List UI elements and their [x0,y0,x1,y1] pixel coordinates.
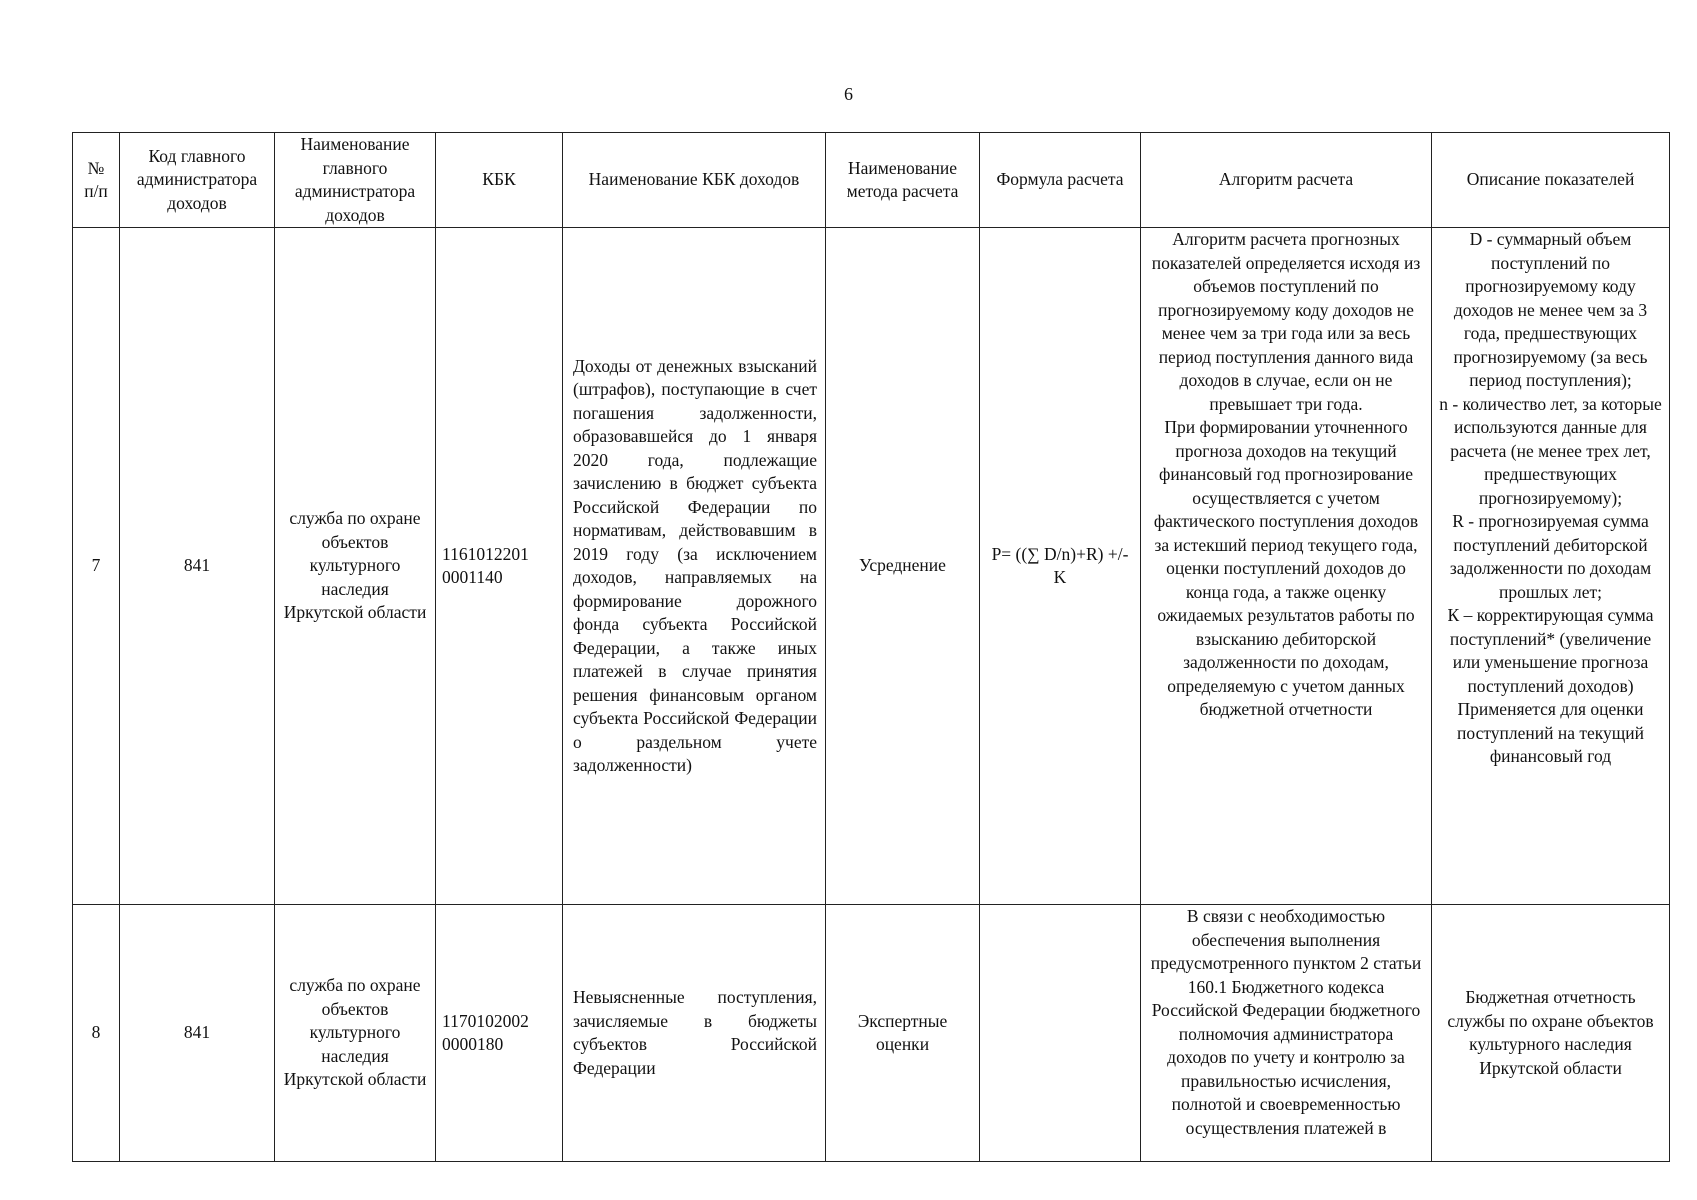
header-admin-name: Наименование главного администратора доходов [275,133,436,228]
cell-kbk-name: Доходы от денежных взысканий (штрафов), поступающие в счет погашения задолженности, образовавшейся до 1 января 2020 года, подлежащие зачислению в бюджет субъекта Российской Федерации по нормативам, действовавшим в 2019 году (за исключением доходов, направляемых на формирование дорожного фонда субъекта Российской Федерации, а также иных платежей в случае принятия решения финансовым органом субъекта Российской Федерации о раздельном учете задолженности) [563,228,826,905]
cell-formula: P= ((∑ D/n)+R) +/-K [980,228,1141,905]
header-description: Описание показателей [1432,133,1670,228]
cell-admin-name: служба по охране объектов культурного наследия Иркутской области [275,228,436,905]
cell-description: Бюджетная отчетность службы по охране объектов культурного наследия Иркутской области [1432,905,1670,1162]
header-kbk: КБК [436,133,563,228]
description-item: R - прогнозируемая сумма поступлений дебиторской задолженности по доходам прошлых лет; [1449,511,1652,602]
cell-kbk: 1161012201 0001140 [436,228,563,905]
cell-algorithm [1141,905,1432,1162]
cell-num: 8 [73,905,120,1162]
header-formula: Формула расчета [980,133,1141,228]
description-item: D - суммарный объем поступлений по прогнозируемому коду доходов не менее чем за 3 года, предшествующих прогнозируемому (за весь период поступления); [1453,229,1648,390]
cell-code: 841 [120,228,275,905]
cell-method: Экспертные оценки [826,905,980,1162]
algorithm-paragraph: В связи с необходимостью обеспечения выполнения предусмотренного пунктом 2 статьи 160.1 Бюджетного кодекса Российской Федерации бюджетного полномочия администратора доходов по учету и контролю за правильностью исчисления, полнотой и своевременностью осуществления платежей в [1150,906,1422,1138]
cell-kbk-name: Невыясненные поступления, зачисляемые в бюджеты субъектов Российской Федерации [563,905,826,1162]
header-code: Код главного администратора доходов [120,133,275,228]
description-item: К – корректирующая сумма поступлений* (увеличение или уменьшение прогноза поступлений доходов) Применяется для оценки поступлений на текущий финансовый год [1447,605,1654,766]
cell-code: 841 [120,905,275,1162]
header-kbk-name: Наименование КБК доходов [563,133,826,228]
table-row [73,905,1670,1162]
header-algorithm: Алгоритм расчета [1141,133,1432,228]
page-number: 6 [844,84,853,104]
cell-algorithm [1141,228,1432,905]
cell-kbk: 1170102002 0000180 [436,905,563,1162]
cell-method: Усреднение [826,228,980,905]
cell-admin-name: служба по охране объектов культурного наследия Иркутской области [275,905,436,1162]
algorithm-paragraph: Алгоритм расчета прогнозных показателей определяется исходя из объемов поступлений по прогнозируемому коду доходов не менее чем за три года или за весь период поступления данного вида доходов в случае, если он не превышает три года. [1151,229,1421,414]
header-method: Наименование метода расчета [826,133,980,228]
cell-description [1432,228,1670,905]
header-row [73,133,1670,228]
table-row [73,228,1670,905]
algorithm-paragraph: При формировании уточненного прогноза доходов на текущий финансовый год прогнозирование осуществляется с учетом фактического поступления доходов за истекший период текущего года, оценки поступлений доходов до конца года, а также оценку ожидаемых результатов работы по взысканию дебиторской задолженности по доходам, определяемую с учетом данных бюджетной отчетности [1153,417,1419,719]
cell-num: 7 [73,228,120,905]
description-item: n - количество лет, за которые используются данные для расчета (не менее трех лет, предшествующих прогнозируемому); [1439,393,1662,508]
forecast-table [72,132,1670,1162]
cell-formula [980,905,1141,1162]
header-num: № п/п [73,133,120,228]
